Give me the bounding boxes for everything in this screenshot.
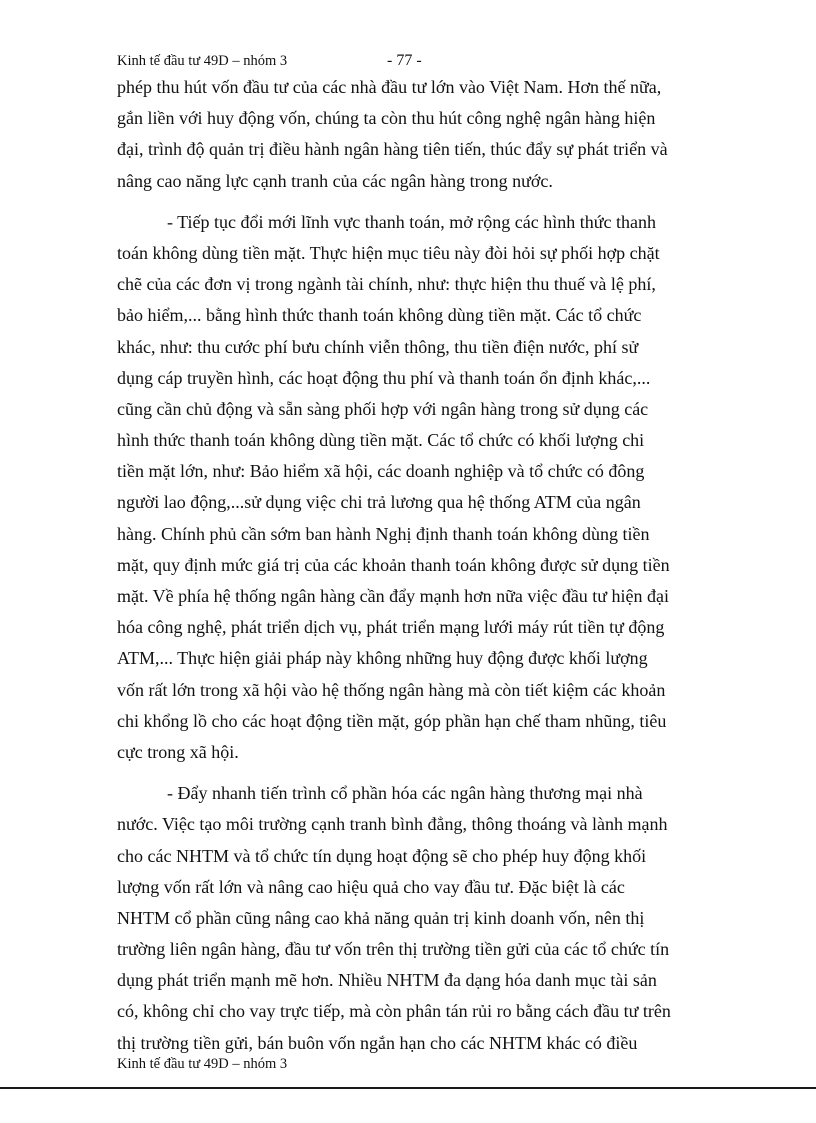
text-line: - Đẩy nhanh tiến trình cổ phần hóa các ngân hàng thương mại nhà (167, 783, 643, 804)
text-line: hóa công nghệ, phát triển dịch vụ, phát triển mạng lưới máy rút tiền tự động (117, 617, 665, 638)
paragraph-gap (117, 197, 697, 207)
text-line: mặt. Về phía hệ thống ngân hàng cần đẩy mạnh hơn nữa việc đầu tư hiện đại (117, 586, 670, 606)
text-line: hàng. Chính phủ cần sớm ban hành Nghị định thanh toán không dùng tiền (117, 523, 650, 544)
text-line: thị trường tiền gửi, bán buôn vốn ngắn hạn cho các NHTM khác có điều (117, 1032, 638, 1053)
text-line: dụng phát triển mạnh mẽ hơn. Nhiều NHTM đa dạng hóa danh mục tài sản (117, 970, 657, 991)
text-line: tiền mặt lớn, như: Bảo hiểm xã hội, các doanh nghiệp và tổ chức có đông (117, 461, 645, 482)
text-line: dụng cáp truyền hình, các hoạt động thu phí và thanh toán ổn định khác,... (117, 367, 651, 388)
text-line: ATM,... Thực hiện giải pháp này không những huy động được khối lượng (117, 648, 648, 669)
page-header (117, 50, 717, 72)
text-line: lượng vốn rất lớn và nâng cao hiệu quả cho vay đầu tư. Đặc biệt là các (117, 876, 625, 897)
paragraph (117, 207, 697, 768)
text-line: cực trong xã hội. (117, 741, 239, 762)
text-line: cũng cần chủ động và sẵn sàng phối hợp với ngân hàng trong sử dụng các (117, 398, 649, 419)
text-line: mặt, quy định mức giá trị của các khoản thanh toán không được sử dụng tiền (117, 554, 670, 575)
header-title: Kinh tế đầu tư 49D – nhóm 3 (117, 53, 288, 69)
text-line: hình thức thanh toán không dùng tiền mặt. Các tổ chức có khối lượng chi (117, 430, 645, 451)
text-line: bảo hiểm,... bằng hình thức thanh toán không dùng tiền mặt. Các tổ chức (117, 305, 642, 326)
footer-rule (0, 1087, 816, 1089)
text-line: gắn liền với huy động vốn, chúng ta còn thu hút công nghệ ngân hàng hiện (117, 108, 656, 129)
text-line: khác, như: thu cước phí bưu chính viễn thông, thu tiền điện nước, phí sử (117, 336, 639, 357)
text-line: trường liên ngân hàng, đầu tư vốn trên thị trường tiền gửi của các tổ chức tín (117, 939, 670, 960)
paragraph (117, 72, 697, 197)
text-line: chẽ của các đơn vị trong ngành tài chính, như: thực hiện thu thuế và lệ phí, (117, 274, 656, 295)
text-line: toán không dùng tiền mặt. Thực hiện mục tiêu này đòi hỏi sự phối hợp chặt (117, 242, 660, 263)
text-line: nâng cao năng lực cạnh tranh của các ngân hàng trong nước. (117, 170, 553, 191)
text-line: người lao động,...sử dụng việc chi trả lương qua hệ thống ATM của ngân (117, 492, 641, 513)
text-line: có, không chỉ cho vay trực tiếp, mà còn phân tán rủi ro bằng cách đầu tư trên (117, 1001, 671, 1022)
text-line: cho các NHTM và tổ chức tín dụng hoạt động sẽ cho phép huy động khối (117, 845, 647, 866)
text-line: - Tiếp tục đổi mới lĩnh vực thanh toán, mở rộng các hình thức thanh (167, 211, 656, 232)
text-line: vốn rất lớn trong xã hội vào hệ thống ngân hàng mà còn tiết kiệm các khoản (117, 679, 666, 700)
page-number: - 77 - (387, 52, 422, 69)
text-line: NHTM cổ phần cũng nâng cao khả năng quản trị kinh doanh vốn, nên thị (117, 907, 645, 928)
paragraph (117, 778, 697, 1059)
text-line: nước. Việc tạo môi trường cạnh tranh bình đẳng, thông thoáng và lành mạnh (117, 814, 668, 835)
document-body (117, 72, 697, 1059)
page-footer: Kinh tế đầu tư 49D – nhóm 3 (117, 1056, 288, 1072)
text-line: đại, trình độ quản trị điều hành ngân hàng tiên tiến, thúc đẩy sự phát triển và (117, 139, 668, 160)
paragraph-gap (117, 768, 697, 778)
text-line: chi khổng lồ cho các hoạt động tiền mặt, góp phần hạn chế tham nhũng, tiêu (117, 710, 667, 731)
text-line: phép thu hút vốn đầu tư của các nhà đầu tư lớn vào Việt Nam. Hơn thế nữa, (117, 77, 662, 97)
